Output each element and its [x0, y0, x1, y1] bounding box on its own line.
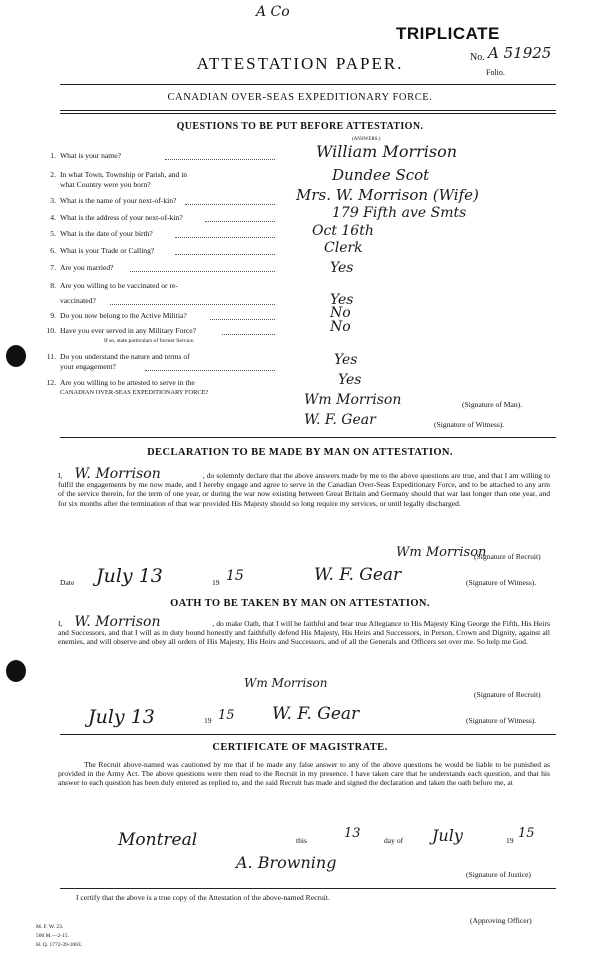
declaration-text: I, W. Morrison , do solemnly declare that the above answers made by me to the above questions are true, and that I am willing to fulfil the engagements by me now made, and I hereby engage and agree to serve in the Canadian Over-Seas Expeditionary Force, and to be attached to any arm of the service therein, for the term of one year, or during the war now existing between Great Britain and Germany should that war last longer than one year, and for six months after the termination of that war provided His Majesty should so long require my services, or until legally discharged. [58, 466, 550, 508]
signature-of-man-label: (Signature of Man). [462, 400, 523, 409]
leader-dots [222, 334, 275, 335]
declaration-witness-signature: W. F. Gear [314, 565, 402, 585]
question-4: 4. What is the address of your next-of-kin? [50, 213, 183, 222]
punch-hole-bottom [6, 660, 26, 682]
question-10: 10. Have you ever served in any Military Force? [46, 326, 197, 335]
question-5: 5. What is the date of your birth? [50, 229, 153, 238]
oath-year-prefix: 19 [204, 716, 212, 725]
oath-text: I, W. Morrison , do make Oath, that I will be faithful and bear true Allegiance to His Majesty King George the Fifth, His Heirs and Successors, and that I will as in duty bound honestly and faithfully defend His Majesty, His Heirs and Successors, in Person, Crown and Dignity, against all enemies, and will observe and obey all orders of His Majesty, His Heirs and Successors, and of all the Generals and Officers set over me. So help me God. [58, 614, 550, 647]
answer-10: No [330, 319, 351, 335]
divider [60, 110, 556, 111]
top-note: A Co [256, 4, 290, 20]
declaration-date: July 13 [96, 565, 163, 587]
answer-6: Clerk [324, 240, 363, 256]
question-2-line-2: what Country were you born? [60, 180, 151, 189]
leader-dots [145, 370, 275, 371]
signature-of-justice-label: (Signature of Justice) [466, 870, 531, 879]
questions-heading: QUESTIONS TO BE PUT BEFORE ATTESTATION. [176, 121, 424, 132]
answer-11: Yes [334, 352, 358, 368]
question-2: 2. In what Town, Township or Parish, and in [50, 170, 188, 179]
oath-heading: OATH TO BE TAKEN BY MAN ON ATTESTATION. [170, 598, 430, 609]
copy-certificate: I certify that the above is a true copy of the Attestation of the above-named Recruit. [76, 893, 330, 902]
answer-4: 179 Fifth ave Smts [332, 205, 467, 221]
year-prefix: 19 [212, 578, 220, 587]
regimental-number: A 51925 [488, 44, 552, 62]
answer-2: Dundee Scot [332, 166, 430, 184]
declaration-heading: DECLARATION TO BE MADE BY MAN ON ATTESTATION. [147, 447, 453, 458]
oath-name: W. Morrison [74, 614, 161, 630]
question-3: 3. What is the name of your next-of-kin? [50, 196, 177, 205]
question-8-line-2: vaccinated? [60, 296, 96, 305]
question-12: 12. Are you willing to be attested to serve in the [46, 378, 195, 387]
question-8: 8. Are you willing to be vaccinated or re- [50, 281, 178, 290]
answer-3: Mrs. W. Morrison (Wife) [296, 186, 479, 204]
leader-dots [165, 159, 275, 160]
signature-of-witness-label-2: (Signature of Witness). [466, 578, 537, 587]
form-code-2: 500 M.—2-15. [36, 933, 69, 939]
form-code-1: M. F. W. 23. [36, 924, 64, 930]
leader-dots [205, 221, 275, 222]
date-label: Date [60, 578, 75, 587]
magistrate-day-of: day of [384, 836, 404, 845]
oath-date: July 13 [88, 706, 155, 728]
divider [60, 888, 556, 889]
answer-7: Yes [330, 260, 354, 276]
form-code-3: H. Q. 1772-39-1003. [36, 942, 82, 948]
declaration-year: 15 [226, 568, 244, 584]
oath-recruit-signature: Wm Morrison [244, 676, 328, 690]
man-signature: Wm Morrison [304, 392, 402, 408]
magistrate-month: July [432, 826, 463, 845]
question-7: 7. Are you married? [50, 263, 114, 272]
punch-hole-top [6, 345, 26, 367]
magistrate-heading: CERTIFICATE OF MAGISTRATE. [212, 742, 388, 753]
leader-dots [175, 237, 275, 238]
divider [60, 113, 556, 114]
justice-signature: A. Browning [236, 853, 337, 872]
magistrate-day: 13 [344, 826, 361, 841]
signature-of-witness-label-3: (Signature of Witness). [466, 716, 537, 725]
answer-9: No [330, 305, 351, 321]
answer-1: William Morrison [316, 142, 458, 161]
question-6: 6. What is your Trade or Calling? [50, 246, 155, 255]
magistrate-place: Montreal [118, 830, 198, 850]
leader-dots [175, 254, 275, 255]
signature-of-witness-label: (Signature of Witness). [434, 420, 505, 429]
witness-signature: W. F. Gear [304, 412, 376, 428]
magistrate-year-prefix: 19 [506, 836, 514, 845]
divider [60, 84, 556, 85]
question-11: 11. Do you understand the nature and terms of [46, 352, 190, 361]
magistrate-this: this [296, 836, 307, 845]
folio-label: Folio. [486, 68, 505, 77]
declaration-recruit-signature: Wm Morrison [396, 545, 487, 560]
question-11-line-2: your engagement? [60, 362, 116, 371]
answer-12: Yes [338, 372, 362, 388]
divider [60, 437, 556, 438]
magistrate-text: The Recruit above-named was cautioned by me that if he made any false answer to any of the above questions he would be liable to be punished as provided in the Army Act. The above questions were then read to the Recruit in my presence. I have taken care that he understands each question, and that his answer to each question has been duly entered as replied to, and the said Recruit has made and signed the declaration and taken the oath before me, at [58, 760, 550, 788]
triplicate-stamp: TRIPLICATE [396, 24, 500, 43]
signature-of-recruit-label-2: (Signature of Recruit) [474, 690, 541, 699]
regimental-no-prefix: No. [470, 52, 485, 63]
service-note: If so, state particulars of former Service. [104, 338, 195, 344]
magistrate-year: 15 [518, 826, 535, 841]
oath-witness-signature: W. F. Gear [272, 704, 360, 724]
answers-label: (ANSWERS.) [352, 137, 381, 142]
oath-year: 15 [218, 708, 235, 723]
answer-8: Yes [330, 292, 354, 308]
leader-dots [185, 204, 275, 205]
declaration-name: W. Morrison [74, 466, 161, 482]
question-1: 1. What is your name? [50, 151, 121, 160]
leader-dots [110, 304, 275, 305]
question-9: 9. Do you now belong to the Active Militia? [50, 311, 187, 320]
leader-dots [210, 319, 275, 320]
force-title: CANADIAN OVER-SEAS EXPEDITIONARY FORCE. [167, 92, 433, 103]
answer-5: Oct 16th [312, 223, 374, 239]
page-title: ATTESTATION PAPER. [196, 54, 404, 73]
divider [60, 734, 556, 735]
approving-officer-label: (Approving Officer) [470, 916, 532, 925]
question-12-line-2: CANADIAN OVER-SEAS EXPEDITIONARY FORCE? [60, 389, 209, 396]
leader-dots [130, 271, 275, 272]
signature-of-recruit-label: (Signature of Recruit) [474, 552, 541, 561]
